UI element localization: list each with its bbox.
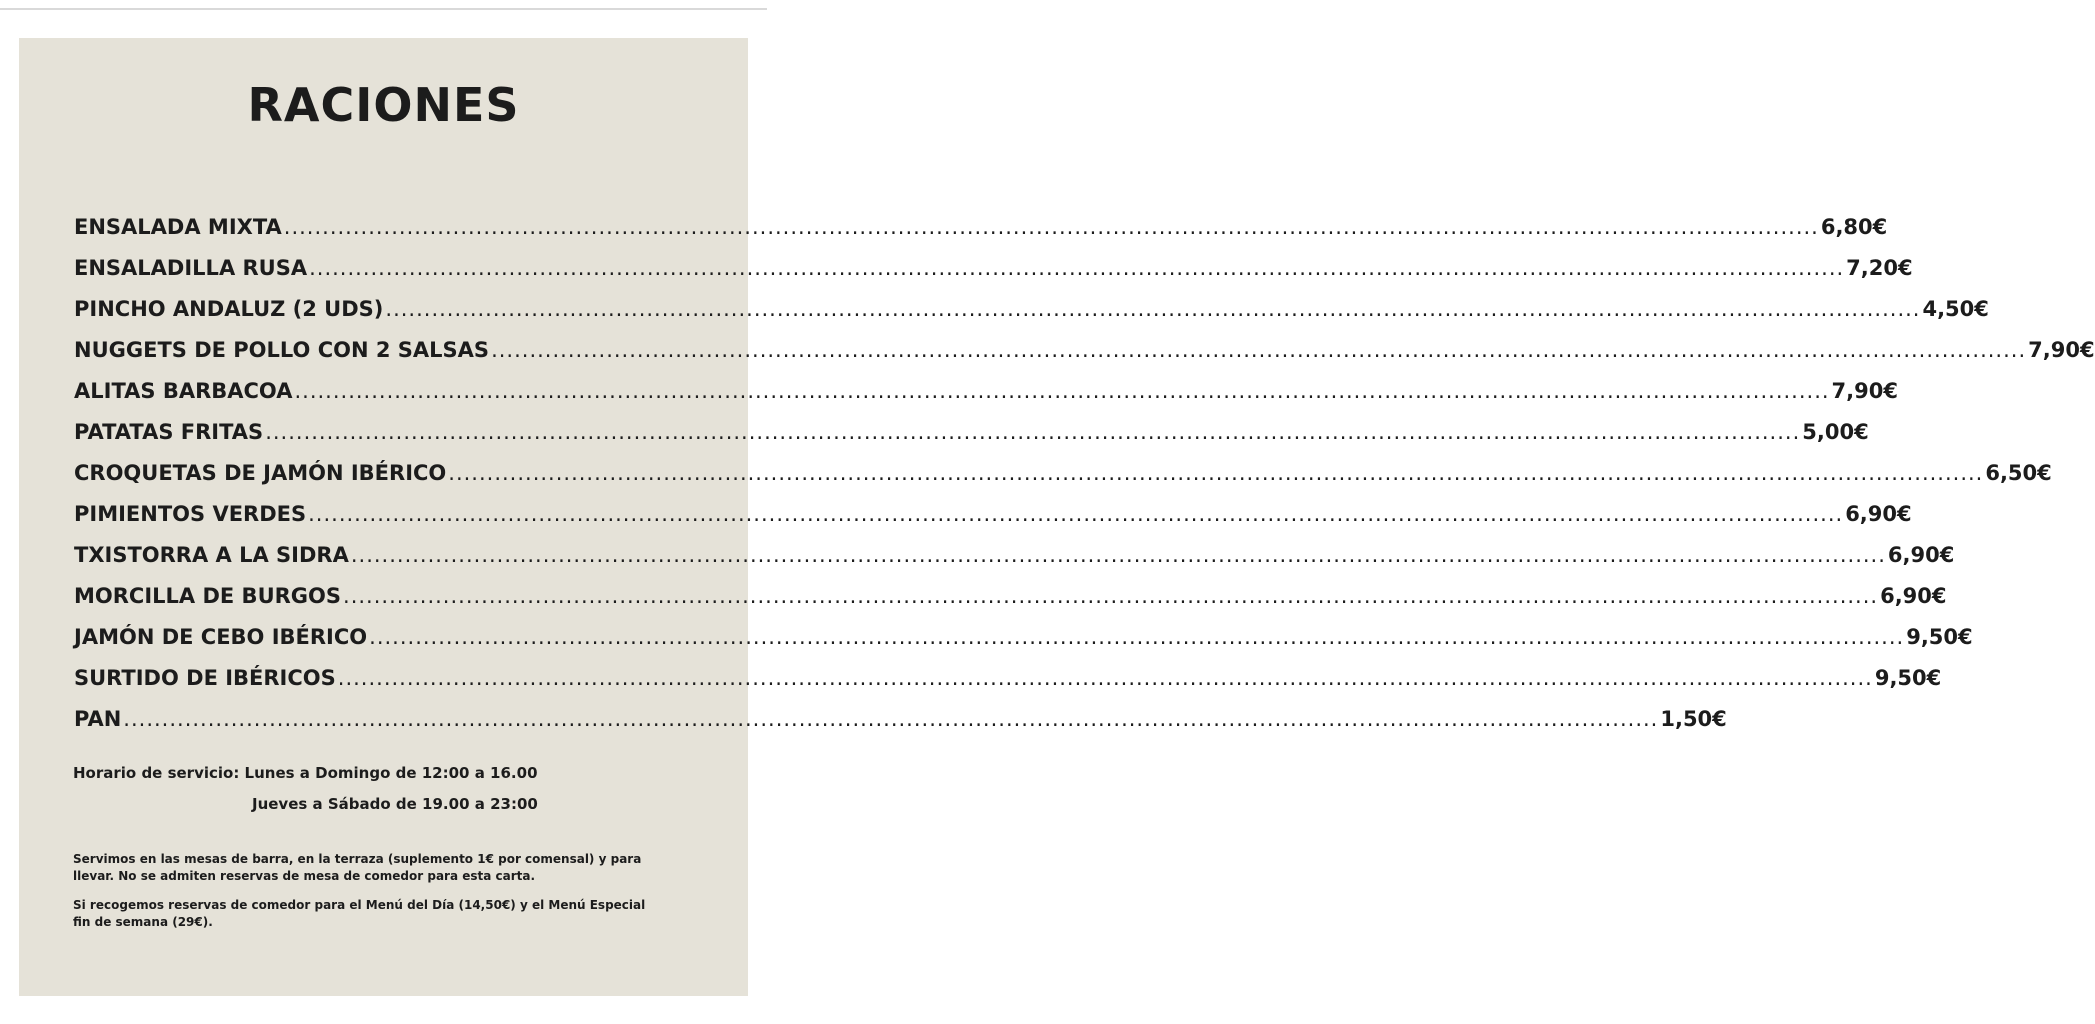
service-note: Servimos en las mesas de barra, en la terraza (suplemento 1€ por comensal) y para llevar. No se admiten reservas de mesa de comedor para esta carta. [73,852,642,883]
dot-leader: ........................................................................................................................................................................................................ [309,256,1845,280]
menu-item-name: ENSALADA MIXTA [74,215,282,239]
menu-item [74,581,1947,611]
menu-item-name: PIMIENTOS VERDES [74,502,307,526]
menu-item-price: 1,50€ [1660,707,1727,731]
menu-item [74,253,1913,283]
dot-leader: ........................................................................................................................................................................................................ [308,502,1844,526]
menu-item-name: PATATAS FRITAS [74,420,264,444]
menu-item-price: 7,90€ [2028,338,2095,362]
menu-item-name: ALITAS BARBACOA [74,379,293,403]
menu-item [74,335,2095,365]
menu-item-name: PAN [74,707,122,731]
menu-item-price: 6,90€ [1887,543,1955,567]
reservation-note: Si recogemos reservas de comedor para el Menú del Día (14,50€) y el Menú Especial fin de semana (29€). [73,898,646,929]
service-hours-weekend: Jueves a Sábado de 19.00 a 23:00 [252,795,538,813]
menu-item [74,499,1912,529]
menu-item-price: 9,50€ [1874,666,1942,690]
dot-leader: ........................................................................................................................................................................................................ [337,666,1873,690]
menu-item [74,622,1973,652]
dot-leader: ........................................................................................................................................................................................................ [350,543,1886,567]
top-divider [0,8,767,10]
menu-item-name: JAMÓN DE CEBO IBÉRICO [74,625,368,649]
menu-item [74,212,1888,242]
menu-sheet [19,38,2095,996]
dot-leader: ........................................................................................................................................................................................................ [491,338,2027,362]
dot-leader: ........................................................................................................................................................................................................ [123,707,1659,731]
dot-leader: ........................................................................................................................................................................................................ [283,215,1819,239]
menu-item-name: CROQUETAS DE JAMÓN IBÉRICO [74,461,447,485]
menu-item-name: NUGGETS DE POLLO CON 2 SALSAS [74,338,490,362]
menu-item [74,458,2052,488]
menu-item-price: 6,90€ [1880,584,1947,608]
menu-item-price: 4,50€ [1922,297,1989,321]
menu-item [74,417,1869,447]
menu-item-price: 6,50€ [1985,461,2052,485]
menu-item-name: MORCILLA DE BURGOS [74,584,342,608]
menu-item-price: 5,00€ [1802,420,1869,444]
menu-item-name: PINCHO ANDALUZ (2 UDS) [74,297,384,321]
dot-leader: ........................................................................................................................................................................................................ [385,297,1921,321]
dot-leader: ........................................................................................................................................................................................................ [448,461,1984,485]
menu-item-name: ENSALADILLA RUSA [74,256,308,280]
menu-item [74,294,1989,324]
menu-item-name: TXISTORRA A LA SIDRA [74,543,349,567]
menu-item [74,376,1898,406]
menu-item-price: 9,50€ [1906,625,1973,649]
menu-item-name: SURTIDO DE IBÉRICOS [74,666,336,690]
menu-item [74,704,1727,734]
menu-item-price: 7,90€ [1831,379,1898,403]
dot-leader: ........................................................................................................................................................................................................ [265,420,1801,444]
dot-leader: ........................................................................................................................................................................................................ [343,584,1879,608]
menu-item-price: 7,20€ [1846,256,1913,280]
menu-item-price: 6,80€ [1820,215,1888,239]
menu-item [74,663,1942,693]
menu-item [74,540,1955,570]
page-title: RACIONES [247,78,520,132]
menu-item-price: 6,90€ [1845,502,1912,526]
service-hours: Horario de servicio: Lunes a Domingo de 12:00 a 16.00 [73,764,538,782]
dot-leader: ........................................................................................................................................................................................................ [369,625,1905,649]
dot-leader: ........................................................................................................................................................................................................ [294,379,1830,403]
